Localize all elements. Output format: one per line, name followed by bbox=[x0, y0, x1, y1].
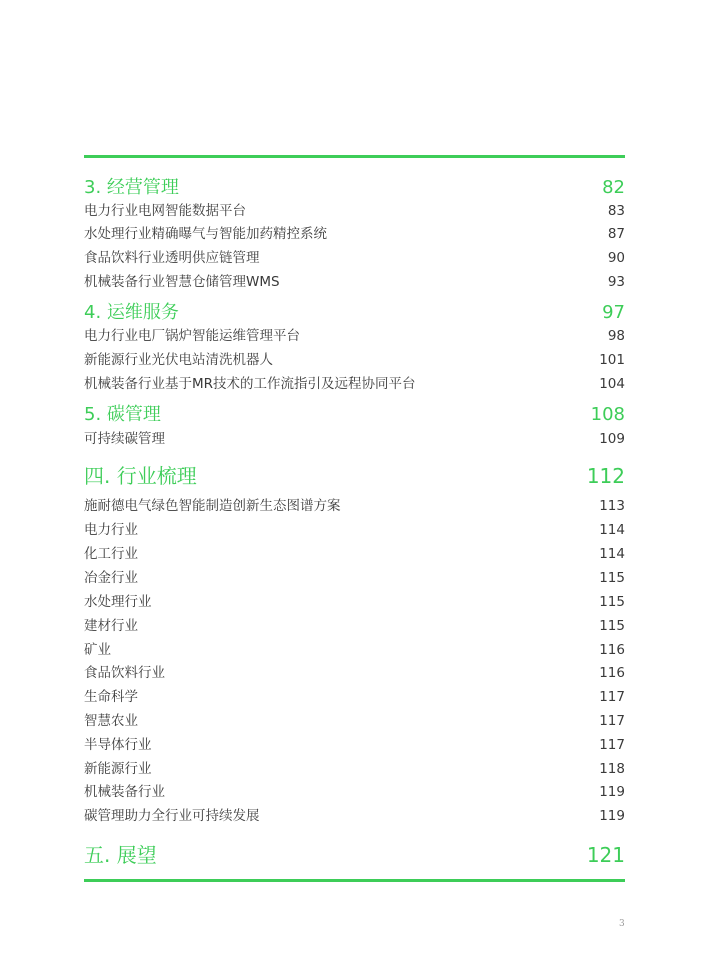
toc-entry[interactable] bbox=[84, 804, 625, 824]
toc-entry-page: 118 bbox=[599, 761, 625, 777]
toc-entry-title: 碳管理助力全行业可持续发展 bbox=[84, 808, 260, 824]
toc-chapter[interactable] bbox=[84, 460, 625, 489]
toc-entry-title: 电力行业电厂锅炉智能运维管理平台 bbox=[84, 328, 300, 344]
toc-entry-page: 116 bbox=[599, 665, 625, 681]
toc-entry-page: 113 bbox=[599, 498, 625, 514]
toc-entry-page: 117 bbox=[599, 689, 625, 705]
toc-entry[interactable] bbox=[84, 518, 625, 538]
toc-entry[interactable] bbox=[84, 709, 625, 729]
toc-chapter-page: 121 bbox=[586, 843, 625, 867]
toc-entry[interactable] bbox=[84, 270, 625, 290]
toc-entry[interactable] bbox=[84, 661, 625, 681]
toc-entry-title: 食品饮料行业 bbox=[84, 665, 165, 681]
toc-entry-page: 87 bbox=[607, 226, 625, 242]
toc-entry-page: 114 bbox=[599, 546, 625, 562]
toc-chapter[interactable] bbox=[84, 839, 625, 868]
toc-entry-page: 119 bbox=[599, 808, 625, 824]
toc-chapter-title: 五. 展望 bbox=[84, 843, 157, 867]
toc-entry-title: 化工行业 bbox=[84, 546, 138, 562]
toc-section-page: 97 bbox=[602, 302, 625, 323]
toc-entry-title: 智慧农业 bbox=[84, 713, 138, 729]
toc-entry[interactable] bbox=[84, 757, 625, 777]
toc-entry-title: 机械装备行业基于MR技术的工作流指引及远程协同平台 bbox=[84, 376, 416, 392]
toc-entry-page: 115 bbox=[599, 570, 625, 586]
toc-entry-title: 矿业 bbox=[84, 642, 111, 658]
toc-entry-page: 117 bbox=[599, 737, 625, 753]
toc-entry[interactable] bbox=[84, 246, 625, 266]
toc-entry[interactable] bbox=[84, 542, 625, 562]
toc-entry-page: 98 bbox=[607, 328, 625, 344]
toc-entry[interactable] bbox=[84, 590, 625, 610]
toc-entry-title: 水处理行业精确曝气与智能加药精控系统 bbox=[84, 226, 327, 242]
toc-entry[interactable] bbox=[84, 638, 625, 658]
toc-entry[interactable] bbox=[84, 494, 625, 514]
top-divider bbox=[84, 155, 625, 158]
toc-entry-title: 半导体行业 bbox=[84, 737, 152, 753]
toc-section-title: 5. 碳管理 bbox=[84, 404, 161, 425]
toc-section-page: 108 bbox=[590, 404, 625, 425]
toc-entry-title: 食品饮料行业透明供应链管理 bbox=[84, 250, 260, 266]
toc-entry[interactable] bbox=[84, 566, 625, 586]
toc-entry[interactable] bbox=[84, 780, 625, 800]
toc-entry-page: 109 bbox=[599, 431, 625, 447]
toc-entry[interactable] bbox=[84, 324, 625, 344]
toc-section-title: 3. 经营管理 bbox=[84, 177, 179, 198]
toc-section[interactable] bbox=[84, 400, 625, 426]
toc-entry-page: 119 bbox=[599, 784, 625, 800]
toc-section[interactable] bbox=[84, 298, 625, 324]
page-number: 3 bbox=[619, 919, 625, 929]
toc-entry-title: 施耐德电气绿色智能制造创新生态图谱方案 bbox=[84, 498, 341, 514]
toc-entry[interactable] bbox=[84, 614, 625, 634]
toc-entry-title: 建材行业 bbox=[84, 618, 138, 634]
toc-entry-title: 生命科学 bbox=[84, 689, 138, 705]
toc-entry-page: 114 bbox=[599, 522, 625, 538]
toc-entry-title: 冶金行业 bbox=[84, 570, 138, 586]
toc-entry-title: 可持续碳管理 bbox=[84, 431, 165, 447]
toc-entry-page: 115 bbox=[599, 594, 625, 610]
toc-entry[interactable] bbox=[84, 348, 625, 368]
toc-entry-title: 新能源行业 bbox=[84, 761, 152, 777]
toc-section[interactable] bbox=[84, 173, 625, 199]
toc-entry-page: 83 bbox=[607, 203, 625, 219]
toc-section-page: 82 bbox=[602, 177, 625, 198]
toc-entry-page: 104 bbox=[599, 376, 625, 392]
toc-entry-page: 101 bbox=[599, 352, 625, 368]
toc-entry-page: 116 bbox=[599, 642, 625, 658]
toc-chapter-title: 四. 行业梳理 bbox=[84, 464, 197, 488]
bottom-divider bbox=[84, 879, 625, 882]
toc-entry[interactable] bbox=[84, 222, 625, 242]
toc-entry[interactable] bbox=[84, 199, 625, 219]
toc-entry-title: 机械装备行业 bbox=[84, 784, 165, 800]
toc-entry-title: 水处理行业 bbox=[84, 594, 152, 610]
toc-entry-page: 117 bbox=[599, 713, 625, 729]
toc-entry-page: 115 bbox=[599, 618, 625, 634]
toc-entry[interactable] bbox=[84, 733, 625, 753]
toc-entry[interactable] bbox=[84, 372, 625, 392]
toc-entry-page: 90 bbox=[607, 250, 625, 266]
toc-entry-title: 电力行业电网智能数据平台 bbox=[84, 203, 246, 219]
toc-entry[interactable] bbox=[84, 427, 625, 447]
toc-section-title: 4. 运维服务 bbox=[84, 302, 179, 323]
toc-entry[interactable] bbox=[84, 685, 625, 705]
toc-entry-title: 电力行业 bbox=[84, 522, 138, 538]
toc-entry-title: 机械装备行业智慧仓储管理WMS bbox=[84, 274, 280, 290]
toc-entry-title: 新能源行业光伏电站清洗机器人 bbox=[84, 352, 273, 368]
toc-chapter-page: 112 bbox=[586, 464, 625, 488]
toc-entry-page: 93 bbox=[607, 274, 625, 290]
